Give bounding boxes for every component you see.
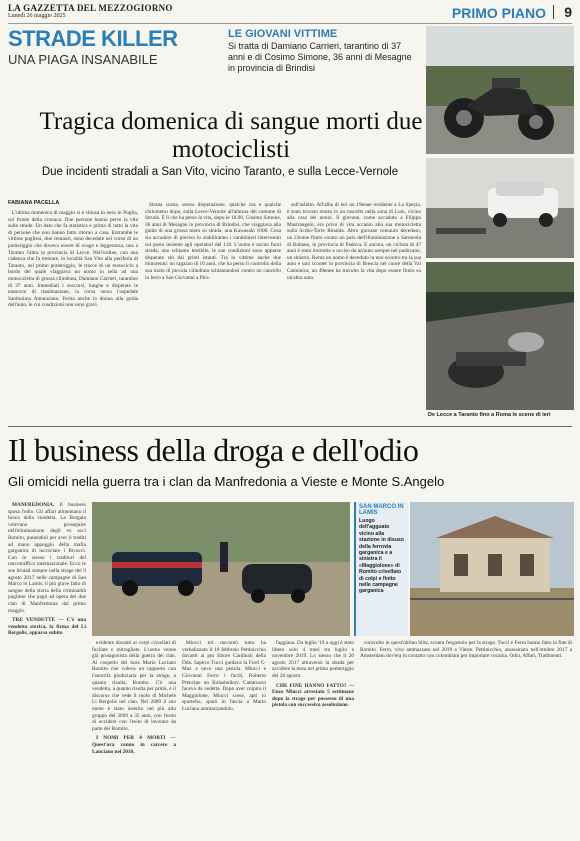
- police-car-photo: [92, 502, 350, 636]
- article-paragraph: [8, 502, 86, 614]
- article-paragraph: sull'asfalto. All'alba di ieri un 19enne residente a La Spezia, è stato trovato morto in un ruscello nella zona di Luni, vicino alla casa dei nonni. Il giovane, come accaduto a Filippo Mastrangelo, era privo di vita accanto alla sua motocicletta sulla Scrbo-Torre Rinalda. Altro giovane centauro deceduto, un 23enne finito contro un palo dell'illuminazione a Sarmeola di Rubano, in provincia di Padova. E ancora, un ciclista di 47 anni è stato investito e ucciso da un'auto sempre nel padovano, un sinistro. Roma un uomo è deceduto in uno scontro tra la sua auto e uno scooter in provincia di Brescia nel cuore della Val Camonica, un 49enne ha travolto la vita dopo essere finito su un'altra auto.: [287, 202, 421, 281]
- subsection-text: TRE VENDETTE — C'è una vendetta storica, la firma del Li Bergolis, apparsa subito: [8, 617, 86, 637]
- section-banner-sub: UNA PIAGA INSANABILE: [8, 52, 158, 67]
- issue-date: Lunedì 26 maggio 2025: [8, 13, 66, 19]
- masthead: [8, 4, 173, 20]
- sidebar-text: Luogo dell'agguato vicino alla stazione in disuso della ferrovia garganica e a sinistra il «Maggiolone» di Romito crivellato di colpi e finito nelle campagne garganica: [359, 518, 404, 595]
- wreck-photo: [426, 262, 574, 410]
- wreck-illustration: [426, 262, 574, 410]
- second-headline: Il business della droga e dell'odio: [8, 432, 419, 468]
- station-photo: [410, 502, 574, 636]
- divider: [553, 5, 554, 19]
- car-crash-photo: [426, 158, 574, 258]
- header-rule: [8, 23, 572, 24]
- byline: FABIANA PACELLA: [8, 200, 60, 206]
- photo-caption: De Lecce a Taranto fino a Roma le scene di ieri: [428, 412, 551, 418]
- article-paragraph: Strana scena, stessa disperazione, qualche ora e qualche chilometro dopo, sulla Lecce-Vernole all'altezza del comune di Strudà. È lì che ha perso la vita, dopo le 18.00, Cosimo Simone, 36 anni di Mesagne in provincia di Brindisi, che viaggiava alla guida di una grossa moto su strada, una Kawasaki 1000. Cosa sia accaduto di preciso lo stabiliranno i carabinieri intervenuti sul posto insieme agli operatori del 118. L'uomo è uscito fuori strada, uno schianto terribile, le sue condizioni sono apparse disperate sin dai primi istanti. Tra le vittime anche due minorenni: un ragazzo di 16 anni, che ha perso il controllo della sua moto di piccola cilindrata schiantandosi contro un cancello in ferro a San Giovanni a Piro.: [145, 202, 281, 281]
- article-paragraph: I NOMI PER 4 MORTI — Quest'ora vanno in carcere a Lanciano nel 2018.: [92, 735, 176, 755]
- page-number: 9: [564, 4, 572, 20]
- article-paragraph: coinvolto in quest'ultimo blitz, sconta l'ergastolo per la strage. Tucci e Ferro hanno fatto la fine di Romito. Ferro, vivo ammazzato nel 2019 a Vieste. Pettinicchio, assassinato nell'ottobre 2017 a Amsterdam dov'era in contatto con colombiani per importare cocaina. Odio, Affari, Tradimenti.: [360, 640, 572, 660]
- section-banner: STRADE KILLER: [8, 26, 178, 51]
- second-column-4: [272, 640, 354, 835]
- sidebar-box: [354, 502, 408, 636]
- motorcycle-photo: [426, 26, 574, 154]
- article-paragraph: faggiana. Da luglio '19 a oggi è stato libero solo 4 mesi tra luglio e novembre 2019. Lo stesso che il 20 agosto 2017 attraversò la strada per uccidere la testa nel primo pomeriggio del 20 agosto.: [272, 640, 354, 679]
- second-column-5: [360, 640, 572, 835]
- section-label: PRIMO PIANO: [451, 5, 546, 21]
- dateline: MANFREDONIA.: [12, 502, 55, 508]
- victims-kicker: LE GIOVANI VITTIME: [228, 28, 338, 40]
- sidebar-kicker: SAN MARCO IN LAMIS: [359, 504, 404, 516]
- article-paragraph: L'ultima domenica di maggio si è chiusa in nero in Puglia, sul fronte della cronaca. Due persone hanno perso la vita sulle strade. Un dato che fa statistica e prima di tutto la vita di persone che non hanno fatto ritorno a casa. Entrambe le vittime pugliesi, due centauri, sono decedute nel corso di un pomeriggio che doveva essere di svago e leggerezza, una a Taranto l'altra in provincia di Lecce. Nell'ordine, con una cadenza che fa tremare, in località San Vito alla periferia di Taranto, nel primo pomeriggio, le tracce di un motociclo a bordo del quale viaggiava un uomo in sella ad una motocicletta di grossa cilindrata, Damiano Carrieri, tarantino di 37 anni. Immediati i soccorsi, lunghe e disperate le manovre di rianimazione, la corsa verso l'ospedale Santissima Annunziata. Ferita anche la donna alla guida dell'auto, le cui condizioni non sono gravi.: [8, 210, 138, 309]
- motorcycle-illustration: [426, 26, 574, 154]
- car-illustration: [426, 158, 574, 258]
- newspaper-name: LA GAZZETTA DEL MEZZOGIORNO: [8, 3, 173, 13]
- article-paragraph: [8, 617, 86, 637]
- article-column-3: [287, 202, 421, 420]
- article-column-2: [145, 202, 281, 420]
- story-separator: [8, 426, 572, 427]
- article-paragraph: evidente davanti ai corpi crivellati di fucilate e mitragliate. L'uomo venne già protagonista della guerra dei clan. Al cospetto del boss Mario Luciano Romito che voleva un rapporto con l'autorità giudiziaria per la strage, a quanto risulta, Romito. C'è una vendetta, a quanto risulta per primi, e il discorso che vede il ruolo di Michele Li Bergolis nel clan. Nel 2009 il suo nome è stato inserito nel più alto gruppo del 2009 a 35 anni, con l'esito di uccidere con l'esito di lavorare da parte dei Romito.: [92, 640, 176, 732]
- police-car-illustration: [92, 502, 350, 636]
- main-headline: Tragica domenica di sangue morti due motociclisti: [39, 108, 423, 163]
- main-subhead: Due incidenti stradali a San Vito, vicino Taranto, e sulla Lecce-Vernole: [41, 166, 399, 178]
- second-column-3: [182, 640, 266, 835]
- article-paragraph: CHE FINE HANNO FATTO? — Enzo Miucci arrestato 5 settimane dopo la strage per possesso di una pistola con successiva assoluzione.: [272, 682, 354, 709]
- article-text: Il business sposa l'odio. Gli affari alimentano il fuoco della vendetta. La Borgata volevano proseguire nell'eliminazione degli ex soci Romito, punendoli per aver li traditi ad mano appoggio della mafia garganica di incrociare i Ricucci. Con lo stesso i traditori del narcotraffico internazionale. Ecco le sue brutali sempre nella strage del 9 agosto 2017 nelle campagne di San Marco in Lamis, il più grave fatto di sangue della storia della criminalità pugliese che pagò ad opera dei due clan di Manfredonia dal primo maggio.: [8, 502, 86, 614]
- station-illustration: [410, 502, 574, 636]
- second-subhead: Gli omicidi nella guerra tra i clan da Manfredonia a Vieste e Monte S.Angelo: [8, 474, 445, 489]
- article-column-1: [8, 210, 138, 420]
- second-column-1: [8, 502, 86, 812]
- victims-text: Si tratta di Damiano Carrieri, tarantino di 37 anni e di Cosimo Simone, 36 anni di Mesagne in provincia di Brindisi: [228, 41, 412, 73]
- article-paragraph: Miucci mi raccontò tutto ha verbalizzato il 18 febbraio Pettinicchio davanti ai pm Ettore Cardinali della Dda. Sapevo Tucci guidava la Ford C-Max a nevo una pistola. Miucci e Giovanni Ferro i fucili, Roberto Prencipe un Kalashnikov. Cattaruzzo faceva da vedetta. Dopo aver colpito il Maggiolone, Miucci scese, aprì lo sportello, sparò in faccia a Mario Luciano ammazzandolo.: [182, 640, 266, 712]
- second-column-2: [92, 640, 176, 835]
